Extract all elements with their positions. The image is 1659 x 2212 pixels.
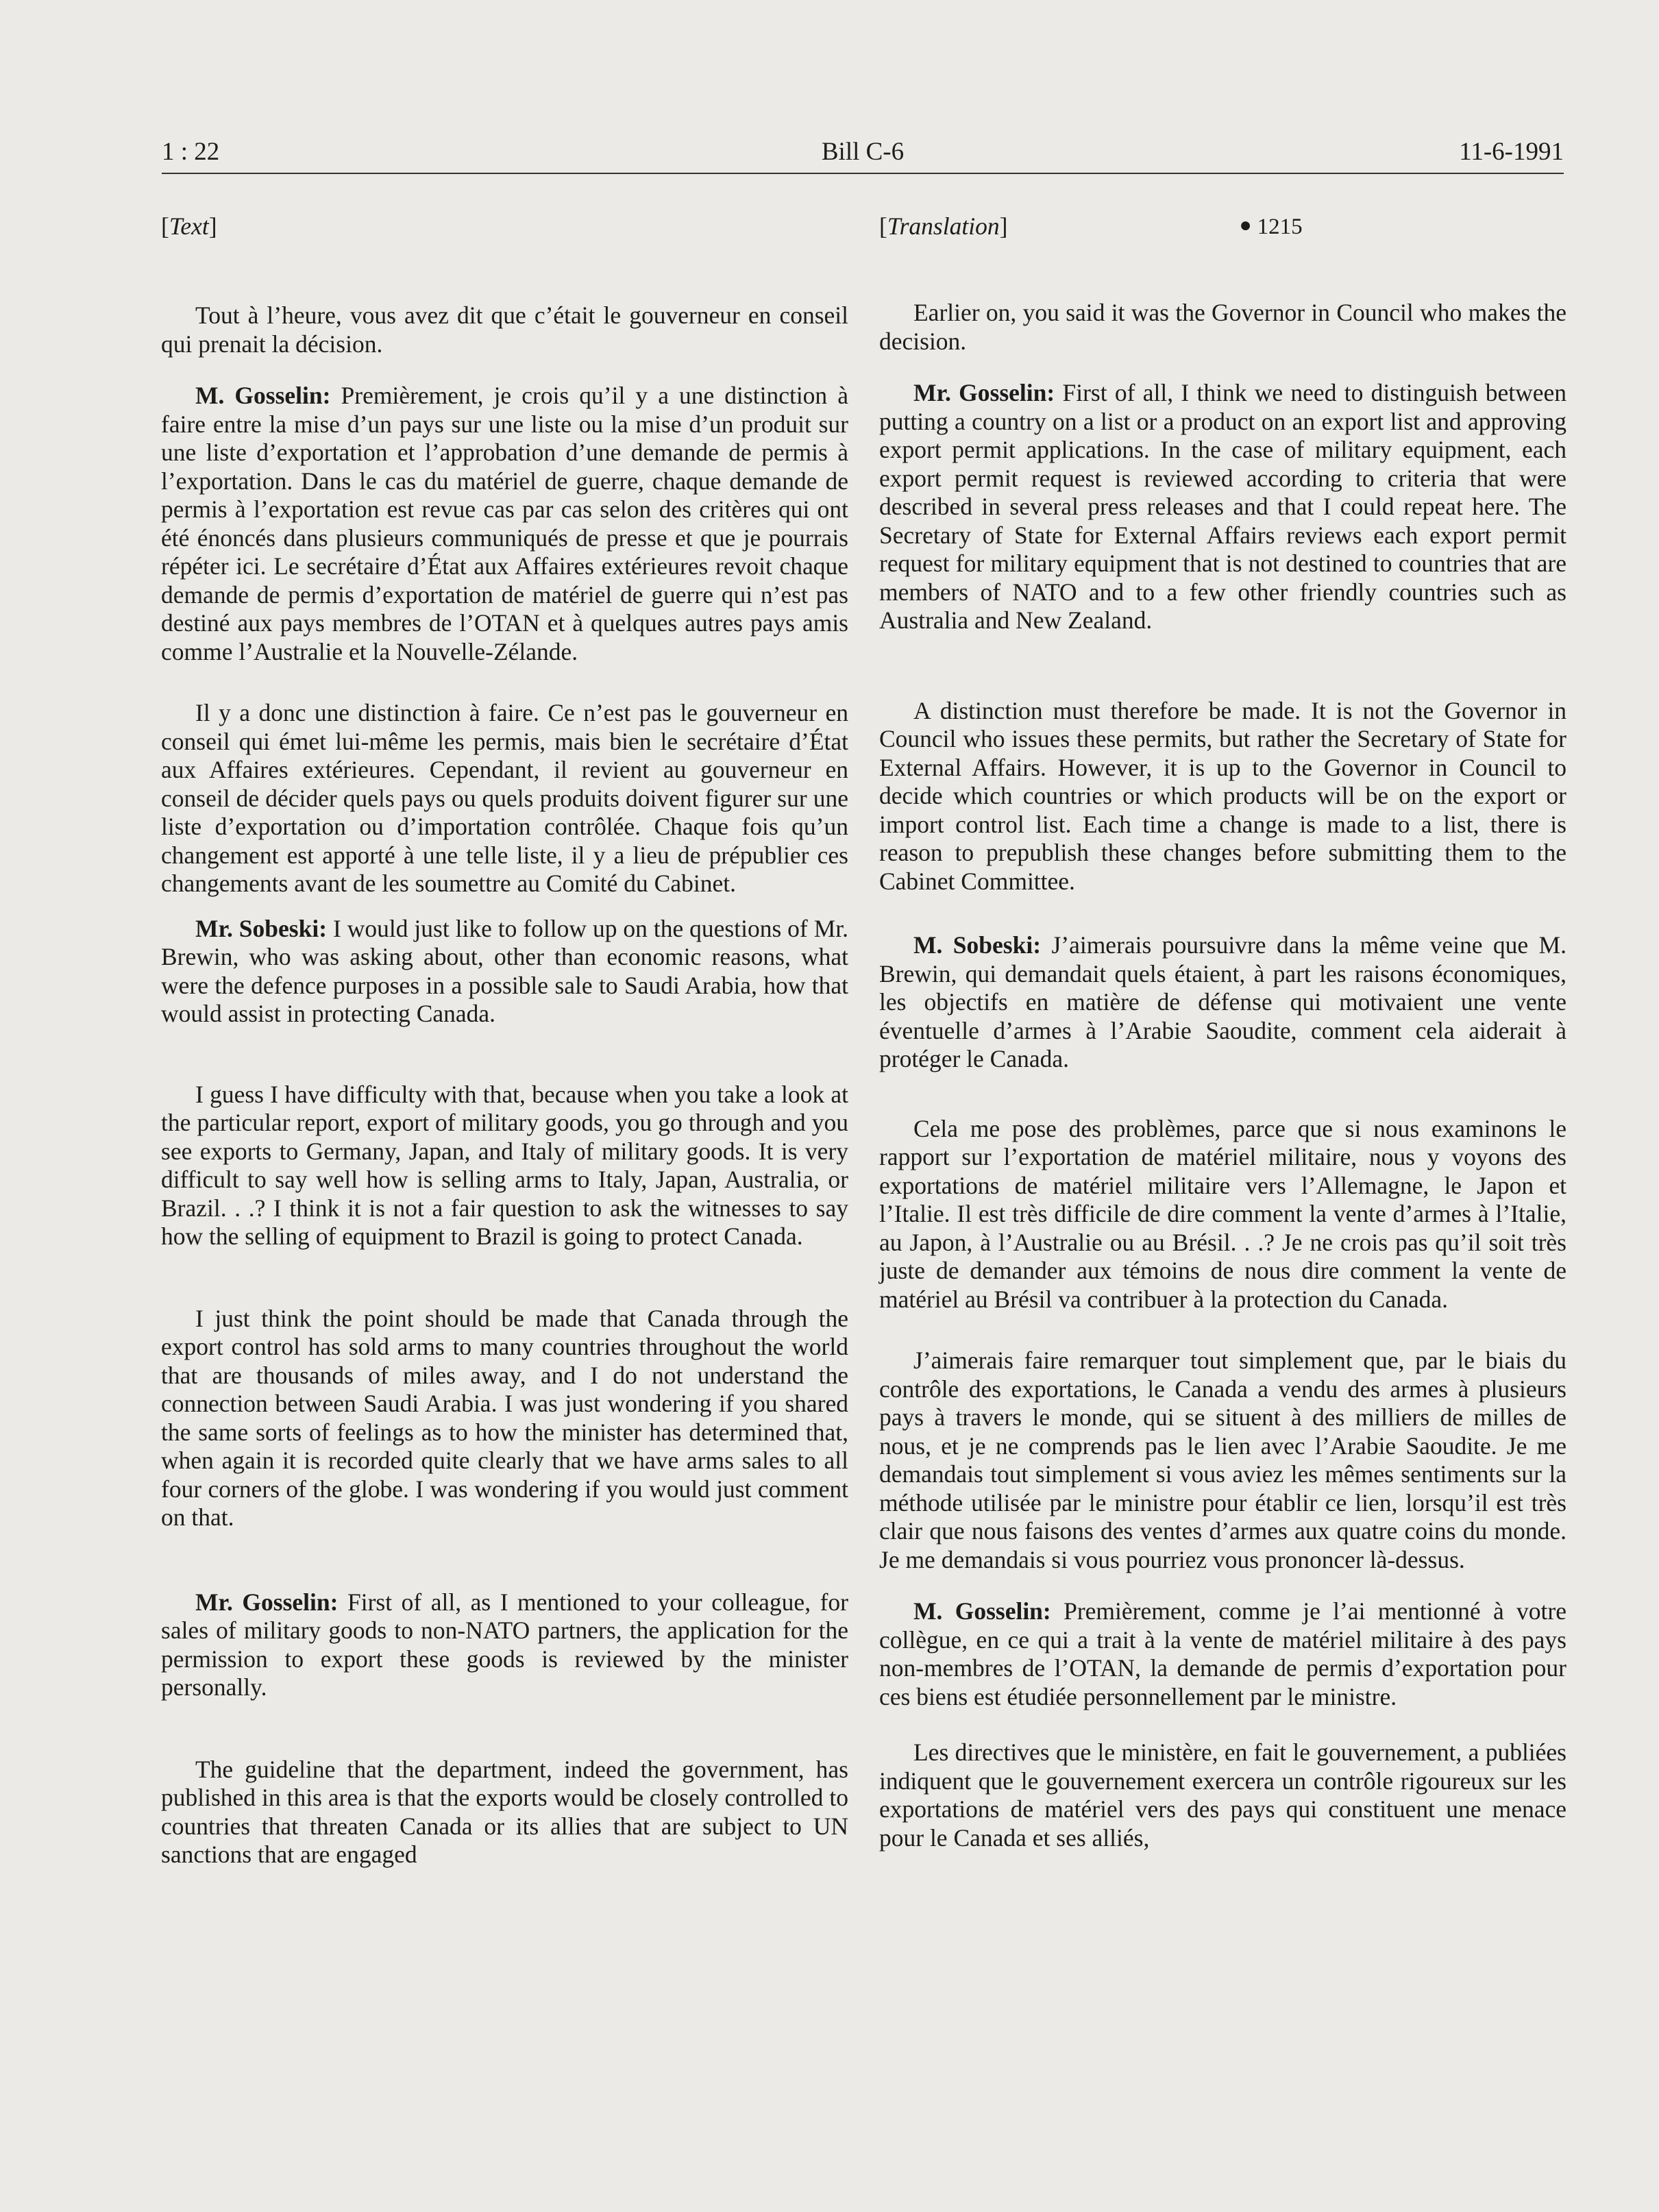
speaker-name: M. Gosselin: <box>195 382 331 409</box>
timestamp-value: 1215 <box>1257 214 1303 239</box>
paragraph-text: A distinction must therefore be made. It is not the Governor in Council who issues these permits, but rather the Secretary of State for External Affairs. However, it is up to the Governor in Council to decide which countries or which products will be on the export or import control list. Each time a change is made to a list, there is reason to prepublish these changes before submitting them to the Cabinet Committee. <box>879 696 1566 895</box>
paragraph <box>161 382 848 666</box>
paragraph-text: Les directives que le ministère, en fait le gouvernement, a publiées indiquent que le gouvernement exercera un contrôle rigoureux sur les exportations de matériel vers des pays qui constituent une menace pour le Canada et ses alliés, <box>879 1738 1566 1852</box>
paragraph-text: Il y a donc une distinction à faire. Ce n’est pas le gouverneur en conseil qui émet lui-même les permis, mais bien le secrétaire d’État aux Affaires extérieures. Cependant, il revient au gouverneur en conseil de décider quels pays ou quels produits doivent figurer sur une liste d’exportation ou d’importation contrôlée. Chaque fois qu’un changement est apporté à une telle liste, il y a lieu de prépublier ces changements avant de les soumettre au Comité du Cabinet. <box>161 699 848 897</box>
paragraph <box>879 379 1566 635</box>
speaker-name: Mr. Gosselin: <box>913 379 1055 406</box>
paragraph-text: First of all, as I mentioned to your colleague, for sales of military goods to non-NATO partners, the application for the permission to export these goods is reviewed by the minister personally. <box>161 1588 848 1701</box>
paragraph-text: The guideline that the department, indeed the government, has published in this area is that the exports would be closely controlled to countries that threaten Canada or its allies that are subject to UN sanctions that are engaged <box>161 1755 848 1868</box>
speaker-name: M. Gosselin: <box>913 1597 1051 1625</box>
speaker-name: M. Sobeski: <box>913 931 1042 959</box>
paragraph <box>879 1738 1566 1852</box>
paragraph <box>161 1305 848 1532</box>
paragraph-text: Tout à l’heure, vous avez dit que c’était le gouverneur en conseil qui prenait la décision. <box>161 302 848 358</box>
paragraph-text: First of all, I think we need to distinguish between putting a country on a list or a product on an export list and approving export permit applications. In the case of military equipment, each export permit request is reviewed according to criteria that were described in several press releases and that I could repeat here. The Secretary of State for External Affairs reviews each export permit request for military equipment that is not destined to countries that are members of NATO and to a few other friendly countries such as Australia and New Zealand. <box>879 379 1567 634</box>
paragraph <box>879 299 1566 356</box>
bullet-icon: ● <box>1239 214 1252 236</box>
page-header <box>162 134 1564 174</box>
left-column <box>161 212 848 1869</box>
left-column-label: [Text] <box>161 212 217 240</box>
paragraph <box>161 1588 848 1702</box>
paragraph-text: Earlier on, you said it was the Governor in Council who makes the decision. <box>879 299 1566 355</box>
right-label-text: Translation <box>887 212 1000 240</box>
paragraph-text: I would just like to follow up on the questions of Mr. Brewin, who was asking about, other than economic reasons, what were the defence purposes in a possible sale to Saudi Arabia, how that would assist in protecting Canada. <box>161 914 848 1027</box>
paragraph <box>879 1597 1566 1711</box>
paragraph <box>161 1081 848 1251</box>
page-date: 11-6-1991 <box>1459 138 1564 166</box>
paragraph-text: Premièrement, je crois qu’il y a une distinction à faire entre la mise d’un pays sur une liste ou la mise d’un produit sur une liste d’exportation et l’approbation d’une demande de permis à l’exportation. Dans le cas du matériel de guerre, chaque demande de permis à l’exportation est revue cas par cas selon des critères qui ont été énoncés dans plusieurs communiqués de presse et que je pourrais répéter ici. Le secrétaire d’État aux Affaires extérieures revoit chaque demande de permis d’exportation de matériel de guerre qui n’est pas destiné aux pays membres de l’OTAN et à quelques autres pays amis comme l’Australie et la Nouvelle-Zélande. <box>161 382 848 665</box>
paragraph-text: J’aimerais faire remarquer tout simplement que, par le biais du contrôle des exportations, le Canada a vendu des armes à plusieurs pays à travers le monde, qui se situent à des milliers de milles de nous, et je ne comprends pas le lien avec l’Arabie Saoudite. Je me demandais tout simplement si vous aviez les mêmes sentiments sur la méthode utilisée par le ministre pour établir ce lien, lorsqu’il est très clair que nous faisons des ventes d’armes aux quatre coins du monde. Je me demandais si vous pourriez vous prononcer là-dessus. <box>879 1347 1566 1573</box>
paragraph-text: I just think the point should be made that Canada through the export control has sold arms to many countries throughout the world that are thousands of miles away, and I do not understand the connection between Saudi Arabia. I was just wondering if you shared the same sorts of feelings as to how the minister has determined that, when again it is recorded quite clearly that we have arms sales to all four corners of the globe. I was wondering if you would just comment on that. <box>161 1304 848 1531</box>
paragraph-text: I guess I have difficulty with that, because when you take a look at the particular report, export of military goods, you go through and you see exports to Germany, Japan, and Italy of military goods. It is very difficult to say well how is selling arms to Italy, Japan, Australia, or Brazil. . .? I think it is not a fair question to ask the witnesses to say how the selling of equipment to Brazil is going to protect Canada. <box>161 1080 848 1250</box>
bill-title: Bill C-6 <box>821 138 905 166</box>
paragraph <box>879 1347 1566 1574</box>
right-column-label: [Translation] <box>879 212 1008 240</box>
paragraph <box>161 302 848 358</box>
paragraph-text: J’aimerais poursuivre dans la même veine que M. Brewin, qui demandait quels étaient, à part les raisons économiques, les objectifs en matière de défense qui motivaient une vente éventuelle d’armes à l’Arabie Saoudite, comment cela aiderait à protéger le Canada. <box>879 931 1566 1072</box>
right-column <box>879 212 1566 1852</box>
paragraph <box>161 915 848 1029</box>
paragraph <box>161 1756 848 1869</box>
page-number: 1 : 22 <box>162 138 220 166</box>
paragraph <box>161 699 848 898</box>
paragraph-text: Premièrement, comme je l’ai mentionné à votre collègue, en ce qui a trait à la vente de matériel militaire à des pays non-membres de l’OTAN, la demande de permis d’exportation pour ces biens est étudiée personnellement par le ministre. <box>879 1597 1566 1710</box>
paragraph <box>879 697 1566 896</box>
speaker-name: Mr. Gosselin: <box>195 1588 339 1616</box>
paragraph <box>879 931 1566 1074</box>
speaker-name: Mr. Sobeski: <box>195 914 328 942</box>
paragraph <box>879 1115 1566 1314</box>
left-label-text: Text <box>169 212 209 240</box>
paragraph-text: Cela me pose des problèmes, parce que si nous examinons le rapport sur l’exportation de matériel militaire, nous y voyons des exportations de matériel militaire vers l’Allemagne, le Japon et l’Italie. Il est très difficile de dire comment la vente d’armes à l’Italie, au Japon, à l’Australie ou au Brésil. . .? Je ne crois pas qu’il soit très juste de demander aux témoins de nous dire comment la vente de matériel au Brésil va contribuer à la protection du Canada. <box>879 1114 1566 1313</box>
